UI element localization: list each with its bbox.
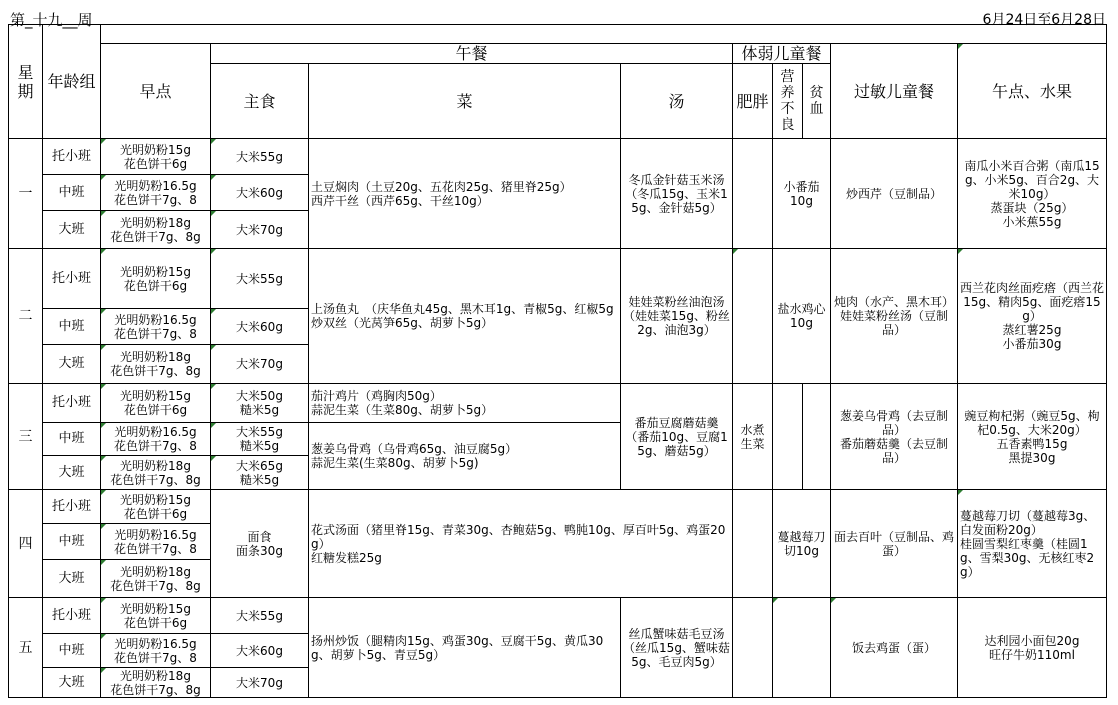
breakfast-cell: 光明奶粉18g 花色饼干7g、8g [101, 345, 211, 384]
age-group-cell: 大班 [43, 668, 101, 698]
weekday-cell: 二 [9, 249, 43, 384]
staple-cell: 大米60g [211, 634, 309, 668]
age-group-cell: 托小班 [43, 249, 101, 309]
age-group-cell: 托小班 [43, 598, 101, 634]
breakfast-cell: 光明奶粉18g 花色饼干7g、8g [101, 211, 211, 249]
age-group-cell: 托小班 [43, 490, 101, 524]
weekday-cell: 四 [9, 490, 43, 598]
header-anemia: 贫血 [803, 64, 831, 139]
staple-cell: 大米65g 糙米5g [211, 456, 309, 490]
soup-cell: 冬瓜金针菇玉米汤（冬瓜15g、玉米15g、金针菇5g） [621, 139, 733, 249]
staple-cell: 大米55g [211, 598, 309, 634]
breakfast-cell: 光明奶粉15g 花色饼干6g [101, 490, 211, 524]
anemia-cell [803, 384, 831, 490]
weekday-cell: 三 [9, 384, 43, 490]
afternoon-snack-cell: 西兰花肉丝面疙瘩（西兰花15g、精肉5g、面疙瘩15g） 蒸红薯25g 小番茄30g [958, 249, 1107, 384]
breakfast-cell: 光明奶粉16.5g 花色饼干7g、8 [101, 175, 211, 211]
age-group-cell: 中班 [43, 634, 101, 668]
week-label: 第_十九__周 [10, 11, 93, 29]
obese-cell [733, 598, 773, 698]
staple-cell: 大米55g 糙米5g [211, 423, 309, 456]
staple-cell: 大米50g 糙米5g [211, 384, 309, 423]
age-group-cell: 托小班 [43, 384, 101, 423]
staple-cell: 大米60g [211, 309, 309, 345]
age-group-cell: 中班 [43, 423, 101, 456]
age-group-cell: 大班 [43, 345, 101, 384]
weekly-menu-table [8, 24, 1107, 698]
obese-cell: 水煮 生菜 [733, 384, 773, 490]
breakfast-cell: 光明奶粉18g 花色饼干7g、8g [101, 668, 211, 698]
staple-cell: 大米55g [211, 139, 309, 175]
allergy-meal-cell: 饭去鸡蛋（蛋） [831, 598, 958, 698]
soup-cell: 娃娃菜粉丝油泡汤（娃娃菜15g、粉丝2g、油泡3g） [621, 249, 733, 384]
breakfast-cell: 光明奶粉15g 花色饼干6g [101, 598, 211, 634]
dish-soup-cell: 花式汤面（猪里脊15g、青菜30g、杏鲍菇5g、鸭肫10g、厚百叶5g、鸡蛋20g） 红糖发糕25g [309, 490, 733, 598]
weak-child-meal-cell: 盐水鸡心 10g [773, 249, 831, 384]
header-afternoon: 午点、水果 [958, 44, 1107, 139]
header-age-group: 年龄组 [43, 25, 101, 139]
age-group-cell: 中班 [43, 175, 101, 211]
malnutrition-cell [773, 384, 803, 490]
afternoon-snack-cell: 南瓜小米百合粥（南瓜15g、小米5g、百合2g、大米10g） 蒸蛋块（25g） 小米蕉55g [958, 139, 1107, 249]
age-group-cell: 托小班 [43, 139, 101, 175]
age-group-cell: 大班 [43, 560, 101, 598]
allergy-meal-cell: 葱姜乌骨鸡（去豆制品） 番茄蘑菇羹（去豆制品） [831, 384, 958, 490]
date-range: 6月24日至6月28日 [982, 12, 1106, 28]
breakfast-cell: 光明奶粉16.5g 花色饼干7g、8 [101, 524, 211, 560]
soup-cell: 丝瓜蟹味菇毛豆汤（丝瓜15g、蟹味菇5g、毛豆肉5g） [621, 598, 733, 698]
header-obese: 肥胖 [733, 64, 773, 139]
breakfast-cell: 光明奶粉18g 花色饼干7g、8g [101, 560, 211, 598]
age-group-cell: 中班 [43, 524, 101, 560]
breakfast-cell: 光明奶粉16.5g 花色饼干7g、8 [101, 309, 211, 345]
header-staple: 主食 [211, 64, 309, 139]
breakfast-cell: 光明奶粉15g 花色饼干6g [101, 384, 211, 423]
header-allergy: 过敏儿童餐 [831, 44, 958, 139]
header-soup: 汤 [621, 64, 733, 139]
weekday-cell: 五 [9, 598, 43, 698]
breakfast-cell: 光明奶粉15g 花色饼干6g [101, 249, 211, 309]
dish-cell: 葱姜乌骨鸡（乌骨鸡65g、油豆腐5g） 蒜泥生菜(生菜80g、胡萝卜5g) [309, 423, 621, 490]
age-group-cell: 中班 [43, 309, 101, 345]
header-blank [101, 25, 1107, 44]
age-group-cell: 大班 [43, 456, 101, 490]
staple-cell: 大米70g [211, 668, 309, 698]
age-group-cell: 大班 [43, 211, 101, 249]
staple-cell: 大米55g [211, 249, 309, 309]
header-breakfast: 早点 [101, 44, 211, 139]
staple-cell: 面食 面条30g [211, 490, 309, 598]
dish-cell: 扬州炒饭（腿精肉15g、鸡蛋30g、豆腐干5g、黄瓜30g、胡萝卜5g、青豆5g） [309, 598, 621, 698]
staple-cell: 大米60g [211, 175, 309, 211]
obese-cell [733, 139, 773, 249]
breakfast-cell: 光明奶粉16.5g 花色饼干7g、8 [101, 634, 211, 668]
weak-child-meal-cell: 小番茄 10g [773, 139, 831, 249]
weekday-cell: 一 [9, 139, 43, 249]
weak-child-meal-cell: 蔓越莓刀 切10g [773, 490, 831, 598]
afternoon-snack-cell: 豌豆枸杞粥（豌豆5g、枸杞0.5g、大米20g） 五香素鸭15g 黑提30g [958, 384, 1107, 490]
dish-cell: 上汤鱼丸 （庆华鱼丸45g、黑木耳1g、青椒5g、红椒5g 炒双丝（光莴笋65g、胡萝卜5g） [309, 249, 621, 384]
breakfast-cell: 光明奶粉15g 花色饼干6g [101, 139, 211, 175]
header-weak-children: 体弱儿童餐 [733, 44, 831, 64]
breakfast-cell: 光明奶粉16.5g 花色饼干7g、8 [101, 423, 211, 456]
afternoon-snack-cell: 达利园小面包20g 旺仔牛奶110ml [958, 598, 1107, 698]
soup-cell: 番茄豆腐蘑菇羹（番茄10g、豆腐15g、蘑菇5g） [621, 384, 733, 490]
afternoon-snack-cell: 蔓越莓刀切（蔓越莓3g、白发面粉20g） 桂圆雪梨红枣羹（桂圆1g、雪梨30g、无核红枣2g） [958, 490, 1107, 598]
header-weekday: 星期 [9, 25, 43, 139]
allergy-meal-cell: 炒西芹（豆制品） [831, 139, 958, 249]
header-dish: 菜 [309, 64, 621, 139]
breakfast-cell: 光明奶粉18g 花色饼干7g、8g [101, 456, 211, 490]
dish-cell: 茄汁鸡片（鸡胸肉50g） 蒜泥生菜（生菜80g、胡萝卜5g） [309, 384, 621, 423]
header-lunch: 午餐 [211, 44, 733, 64]
obese-cell [733, 490, 773, 598]
dish-cell: 土豆焖肉（土豆20g、五花肉25g、猪里脊25g） 西芹干丝（西芹65g、干丝10g） [309, 139, 621, 249]
staple-cell: 大米70g [211, 345, 309, 384]
allergy-meal-cell: 炖肉（水产、黑木耳） 娃娃菜粉丝汤（豆制品） [831, 249, 958, 384]
obese-cell [733, 249, 773, 384]
allergy-meal-cell: 面去百叶（豆制品、鸡蛋） [831, 490, 958, 598]
weak-child-meal-cell [773, 598, 831, 698]
staple-cell: 大米70g [211, 211, 309, 249]
header-malnutrition: 营养不良 [773, 64, 803, 139]
